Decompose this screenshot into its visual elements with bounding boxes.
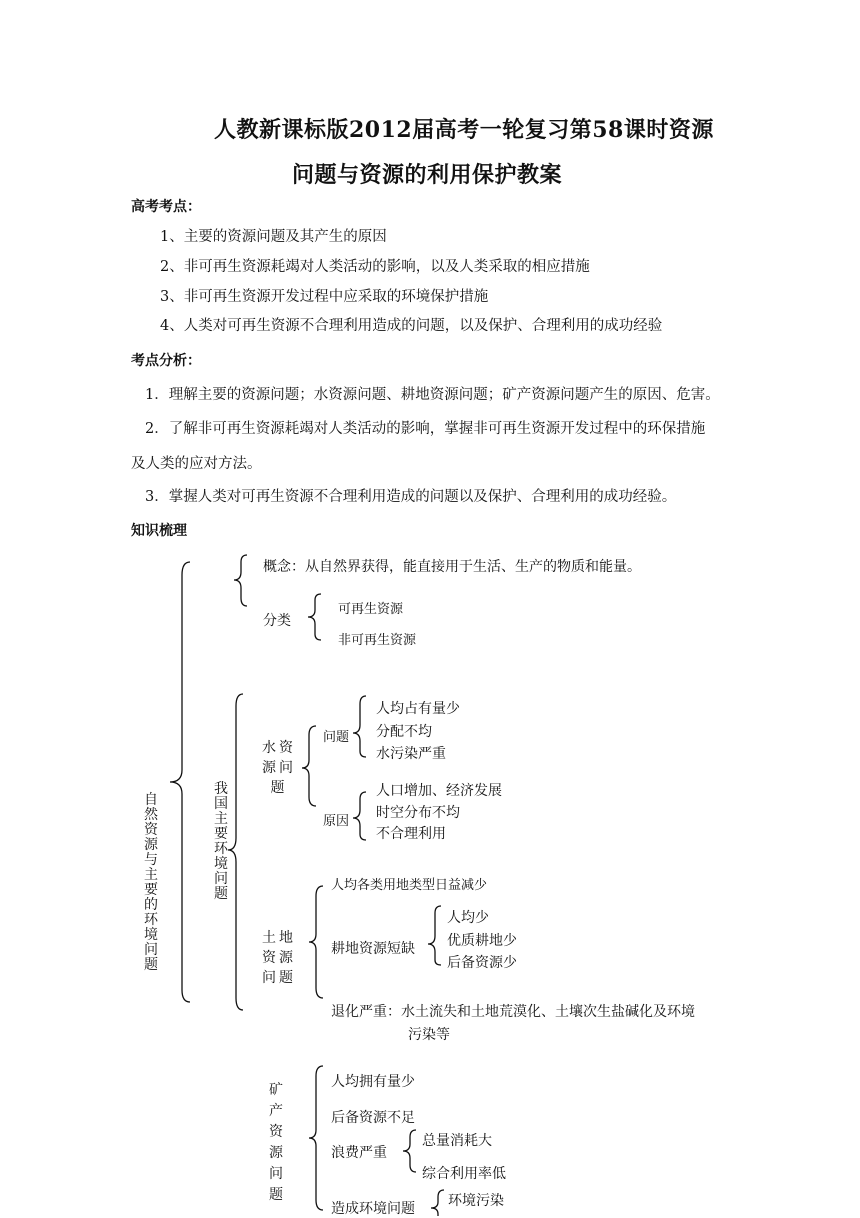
water-cause-label: 原因: [323, 814, 350, 829]
brace-water: [302, 726, 316, 806]
water-cause-1: 人口增加、经济发展: [376, 783, 502, 799]
exam-point-2: 2、非可再生资源耗竭对人类活动的影响，以及人类采取的相应措施: [160, 259, 590, 275]
analysis-item-3: 3．掌握人类对可再生资源不合理利用造成的问题以及保护、合理利用的成功经验。: [145, 489, 677, 505]
brace-env: [431, 1190, 444, 1216]
water-label: 水资源问题: [262, 740, 296, 796]
degrade-line-1: 退化严重：水土流失和土地荒漠化、土壤次生盐碱化及环境: [331, 1004, 695, 1020]
water-problem-3: 水污染严重: [376, 746, 446, 762]
degrade-line-2: 污染等: [408, 1027, 450, 1043]
brace-resource: [234, 555, 247, 606]
waste-2: 综合利用率低: [422, 1166, 506, 1182]
water-problem-label: 问题: [323, 730, 350, 745]
title-line-1: 人教新课标版2012届高考一轮复习第58课时资源: [214, 117, 714, 143]
exam-point-3: 3、非可再生资源开发过程中应采取的环境保护措施: [160, 289, 489, 305]
exam-points-heading: 高考考点：: [131, 199, 201, 215]
brace-arable: [428, 906, 441, 965]
water-cause-2: 时空分布不均: [376, 805, 460, 821]
water-cause-3: 不合理利用: [376, 826, 446, 842]
water-problem-1: 人均占有量少: [376, 701, 460, 717]
mineral-item-2: 后备资源不足: [331, 1110, 415, 1126]
waste-label: 浪费严重: [331, 1145, 387, 1161]
brace-classify: [308, 594, 321, 640]
classify-nonrenewable: 非可再生资源: [338, 633, 417, 648]
brace-china: [228, 694, 243, 1010]
title-line-2: 问题与资源的利用保护教案: [292, 162, 563, 188]
brace-root: [170, 562, 190, 1002]
land-label: 土地资源问题: [262, 930, 296, 986]
water-problem-2: 分配不均: [376, 724, 432, 740]
classify-renewable: 可再生资源: [338, 602, 404, 617]
knowledge-heading: 知识梳理: [131, 523, 187, 539]
brace-waste: [403, 1130, 416, 1172]
exam-point-1: 1、主要的资源问题及其产生的原因: [160, 229, 387, 245]
arable-2: 优质耕地少: [447, 933, 517, 949]
root-label: 自然资源与主要的环境问题: [144, 792, 158, 973]
arable-3: 后备资源少: [447, 955, 517, 971]
mineral-label: 矿产资源问题: [269, 1082, 297, 1203]
env-label: 造成环境问题: [331, 1201, 415, 1217]
analysis-heading: 考点分析：: [131, 353, 201, 369]
arable-1: 人均少: [447, 910, 489, 926]
analysis-item-1: 1．理解主要的资源问题；水资源问题、耕地资源问题；矿产资源问题产生的原因、危害。: [145, 387, 720, 403]
brace-water-problems: [353, 696, 366, 757]
brace-land: [309, 886, 323, 998]
classify-label: 分类: [263, 613, 291, 629]
arable-label: 耕地资源短缺: [331, 941, 415, 957]
analysis-item-2-cont: 及人类的应对方法。: [131, 456, 262, 472]
china-label: 我国主要环境问题: [214, 781, 228, 902]
mineral-item-1: 人均拥有量少: [331, 1074, 415, 1090]
analysis-item-2: 2．了解非可再生资源耗竭对人类活动的影响，掌握非可再生资源开发过程中的环保措施: [145, 421, 706, 437]
env-1: 环境污染: [448, 1193, 504, 1209]
land-item-1: 人均各类用地类型日益减少: [331, 878, 488, 893]
brace-mineral: [309, 1066, 323, 1210]
concept-text: 概念：从自然界获得，能直接用于生活、生产的物质和能量。: [263, 559, 641, 575]
brace-water-causes: [353, 792, 366, 840]
exam-point-4: 4、人类对可再生资源不合理利用造成的问题，以及保护、合理利用的成功经验: [160, 318, 663, 334]
waste-1: 总量消耗大: [422, 1133, 492, 1149]
